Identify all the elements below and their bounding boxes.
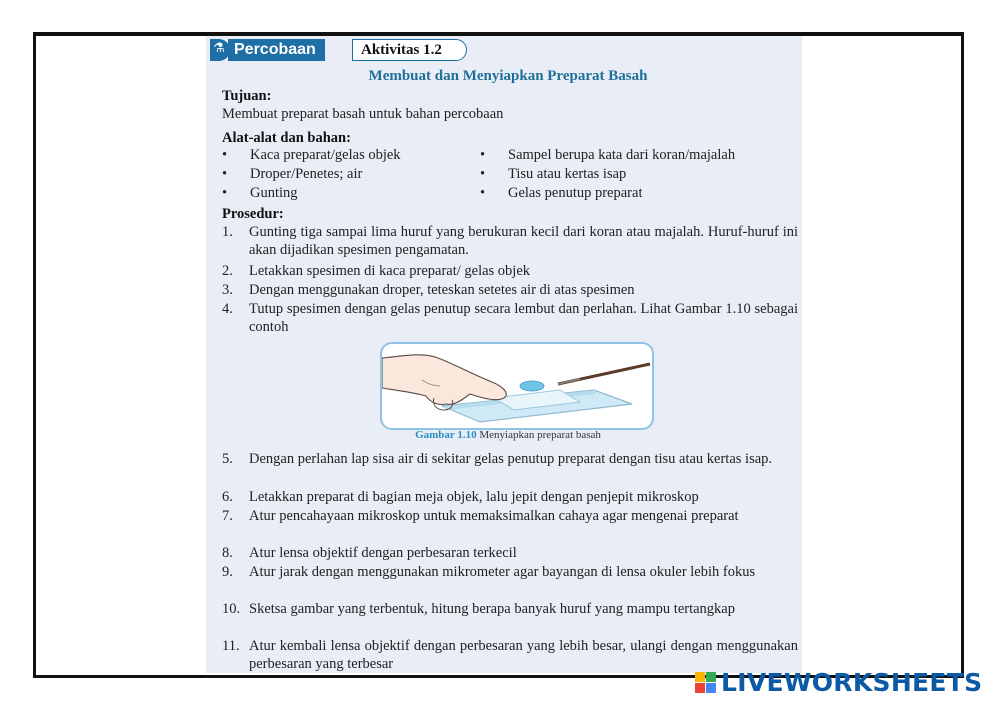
tujuan-text: Membuat preparat basah untuk bahan percobaan — [222, 106, 504, 122]
step-text: Atur lensa objektif dengan perbesaran terkecil — [249, 545, 517, 561]
step-text: Letakkan preparat di bagian meja objek, lalu jepit dengan penjepit mikroskop — [249, 489, 699, 505]
tujuan-heading: Tujuan: — [222, 88, 272, 104]
liveworksheets-logo-icon — [695, 672, 717, 694]
step-number: 11. — [222, 638, 240, 654]
worksheet-page — [206, 36, 802, 673]
activity-header — [210, 39, 500, 63]
step-number: 5. — [222, 451, 233, 467]
logo-square — [706, 683, 716, 693]
logo-square — [706, 672, 716, 682]
bullet: • — [480, 147, 486, 163]
logo-square — [695, 672, 705, 682]
figure-caption-text: Menyiapkan preparat basah — [479, 429, 601, 441]
step-number: 1. — [222, 224, 233, 240]
step-number: 6. — [222, 489, 233, 505]
bullet: • — [222, 185, 228, 201]
procedure-step — [222, 563, 798, 581]
step-text: Atur kembali lensa objektif dengan perbesaran yang lebih besar, ulangi dengan menggunakan perbesaran yang terbesar — [249, 638, 798, 672]
worksheet-title: Membuat dan Menyiapkan Preparat Basah — [368, 68, 648, 84]
step-text: Tutup spesimen dengan gelas penutup secara lembut dan perlahan. Lihat Gambar 1.10 sebagai contoh — [249, 301, 798, 335]
step-number: 4. — [222, 301, 233, 317]
material-label: Gunting — [250, 185, 298, 201]
procedure-step — [222, 544, 798, 562]
material-label: Tisu atau kertas isap — [508, 166, 627, 182]
step-text: Letakkan spesimen di kaca preparat/ gelas objek — [249, 263, 531, 279]
step-text: Atur pencahayaan mikroskop untuk memaksimalkan cahaya agar mengenai preparat — [249, 508, 739, 524]
experiment-icon: ⚗ — [210, 39, 230, 61]
bullet: • — [480, 166, 486, 182]
step-number: 8. — [222, 545, 233, 561]
figure-label: Gambar 1.10 — [415, 429, 477, 441]
figure-caption — [216, 429, 800, 441]
procedure-heading: Prosedur: — [222, 206, 284, 222]
procedure-step — [222, 281, 798, 299]
figure-image — [380, 342, 654, 430]
bullet: • — [480, 185, 486, 201]
step-number: 7. — [222, 508, 233, 524]
step-number: 9. — [222, 564, 233, 580]
procedure-step — [222, 300, 798, 336]
material-label: Kaca preparat/gelas objek — [250, 147, 401, 163]
step-text: Dengan perlahan lap sisa air di sekitar gelas penutup preparat dengan tisu atau kertas isap. — [249, 451, 773, 467]
step-number: 3. — [222, 282, 233, 298]
liveworksheets-brand[interactable] — [695, 668, 995, 700]
step-text: Sketsa gambar yang terbentuk, hitung berapa banyak huruf yang mampu tertangkap — [249, 601, 735, 617]
procedure-step — [222, 600, 798, 618]
activity-number: Aktivitas 1.2 — [352, 39, 467, 61]
step-text: Dengan menggunakan droper, teteskan setetes air di atas spesimen — [249, 282, 635, 298]
material-label: Droper/Penetes; air — [250, 166, 363, 182]
bullet: • — [222, 147, 228, 163]
procedure-step — [222, 450, 798, 468]
brand-name: LIVEWORKSHEETS — [721, 668, 983, 697]
step-number: 10. — [222, 601, 241, 617]
procedure-step — [222, 223, 798, 259]
header-tag: Percobaan — [228, 39, 325, 61]
procedure-step — [222, 262, 798, 280]
material-label: Gelas penutup preparat — [508, 185, 643, 201]
logo-square — [695, 683, 705, 693]
bullet: • — [222, 166, 228, 182]
procedure-step — [222, 488, 798, 506]
procedure-step — [222, 507, 798, 525]
step-text: Gunting tiga sampai lima huruf yang berukuran kecil dari koran atau majalah. Huruf-huruf ini akan dijadikan spesimen pengamatan. — [249, 224, 798, 258]
step-number: 2. — [222, 263, 233, 279]
step-text: Atur jarak dengan menggunakan mikrometer agar bayangan di lensa okuler lebih fokus — [249, 564, 756, 580]
material-label: Sampel berupa kata dari koran/majalah — [508, 147, 736, 163]
slide-preparation-illustration — [382, 344, 652, 428]
materials-heading: Alat-alat dan bahan: — [222, 130, 351, 146]
